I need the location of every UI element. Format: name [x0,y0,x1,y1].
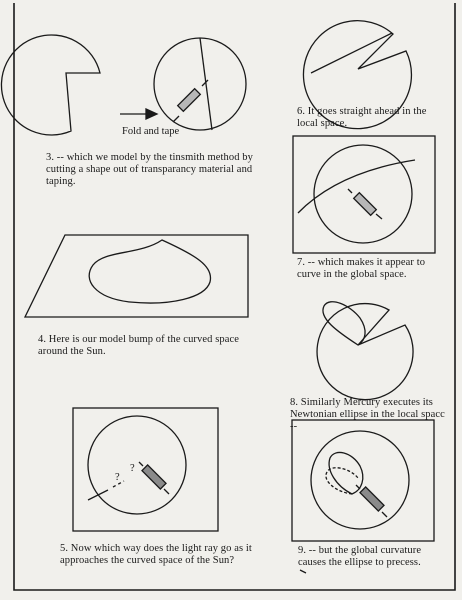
caption-8: 8. Similarly Mercury executes its Newtonian ellipse in the local spacc -- [290,397,445,432]
curved-space-sheet [25,235,248,317]
caption-7: 7. -- which makes it appear to curve in the global space. [297,257,426,280]
caption-6: 6. It goes straight ahead in the local space. [297,106,427,129]
caption-9: 9. -- but the global curvature causes the ellipse to precess. [298,545,422,568]
tube-icon-9 [356,485,387,517]
caption-4: 4. Here is our model bump of the curved space around the Sun. [38,334,240,357]
caption-5: 5. Now which way does the light ray go as it approaches the curved space of the Sun? [60,543,252,566]
disc-mercury [317,304,413,400]
straight-ray [311,33,392,73]
caption-3: 3. -- which we model by the tinsmith method by cutting a shape out of transparancy material and taping. [46,152,253,187]
question-mark-1: ? [115,472,120,483]
tube-icon-7 [348,189,382,219]
page-frame [14,3,455,590]
fold-arrow [120,109,157,119]
incoming-ray [88,490,108,500]
tube-icon-3 [173,80,208,122]
sun-bump [89,240,210,303]
tube-icon-5 [139,462,169,494]
precessing-ellipse-1 [329,452,363,494]
fold-label: Fold and tape [122,126,180,137]
folded-disc [154,38,246,130]
question-mark-2: ? [130,463,135,474]
cut-disc-with-wedge [1,35,100,135]
